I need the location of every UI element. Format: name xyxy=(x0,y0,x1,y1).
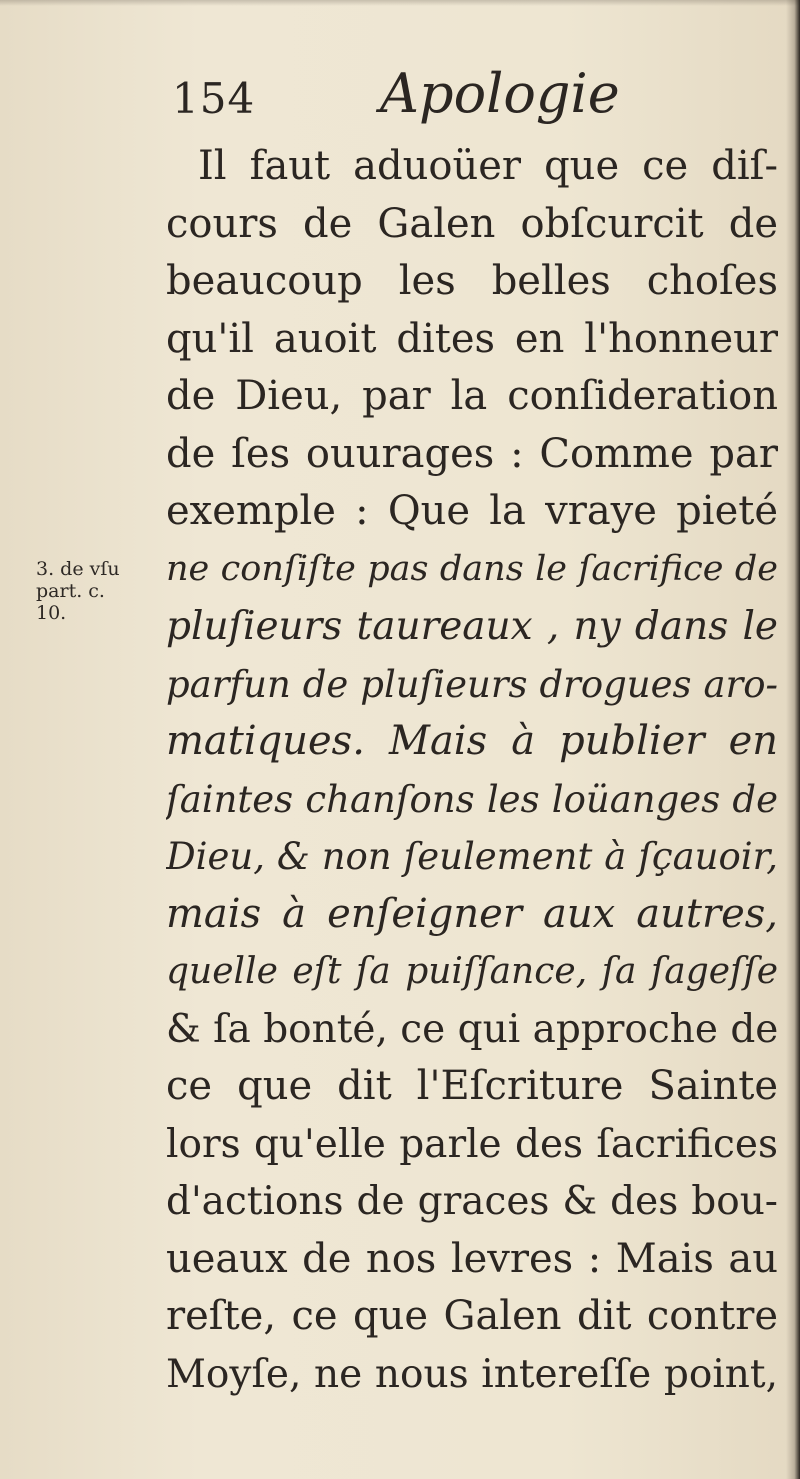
margin-note xyxy=(36,558,161,624)
margin-note-line: part. c. xyxy=(36,580,105,602)
text-line: Dieu, & non ſeulement à ſçauoir, xyxy=(166,835,778,878)
text-line: ce que dit l'Eſcriture Sainte xyxy=(166,1063,778,1109)
page-edge-shadow xyxy=(786,0,800,1479)
text-line: quelle eſt ſa puiſſance, ſa ſageſſe xyxy=(166,951,778,992)
text-line: cours de Galen obſcurcit de xyxy=(166,200,778,247)
running-title: Apologie xyxy=(380,62,620,125)
text-line: beaucoup les belles choſes xyxy=(166,258,778,304)
text-line: ſaintes chanſons les loüanges de xyxy=(166,777,778,821)
text-line: Moyſe, ne nous intereſſe point, xyxy=(166,1351,778,1397)
text-line: qu'il auoit dites en l'honneur xyxy=(166,315,778,362)
text-line: ne conſiſte pas dans le ſacrifice de xyxy=(166,548,778,589)
text-line: parfun de pluſieurs drogues aro- xyxy=(166,662,778,706)
margin-note-line: 3. de vſu xyxy=(36,558,120,580)
page-top-shadow xyxy=(0,0,800,6)
text-line: reſte, ce que Galen dit contre xyxy=(166,1293,778,1339)
text-line: matiques. Mais à publier en xyxy=(166,718,778,764)
text-line: exemple : Que la vraye pieté xyxy=(166,488,778,534)
text-line: lors qu'elle parle des ſacrifices xyxy=(166,1121,778,1167)
text-line: & ſa bonté, ce qui approche de xyxy=(166,1006,778,1052)
text-line: Il faut aduoüer que ce diſ- xyxy=(198,143,778,189)
text-line: pluſieurs taureaux , ny dans le xyxy=(166,604,778,649)
text-line: mais à enſeigner aux autres, xyxy=(166,890,778,937)
body-text xyxy=(166,138,778,1403)
text-line: d'actions de graces & des bou- xyxy=(166,1179,778,1224)
page-header xyxy=(172,62,772,132)
margin-note-line: 10. xyxy=(36,602,67,624)
text-line: de Dieu, par la conſideration xyxy=(166,373,778,419)
text-line: ueaux de nos levres : Mais au xyxy=(166,1235,778,1282)
page-number: 154 xyxy=(172,74,256,123)
text-line: de ſes ouurages : Comme par xyxy=(166,430,778,477)
